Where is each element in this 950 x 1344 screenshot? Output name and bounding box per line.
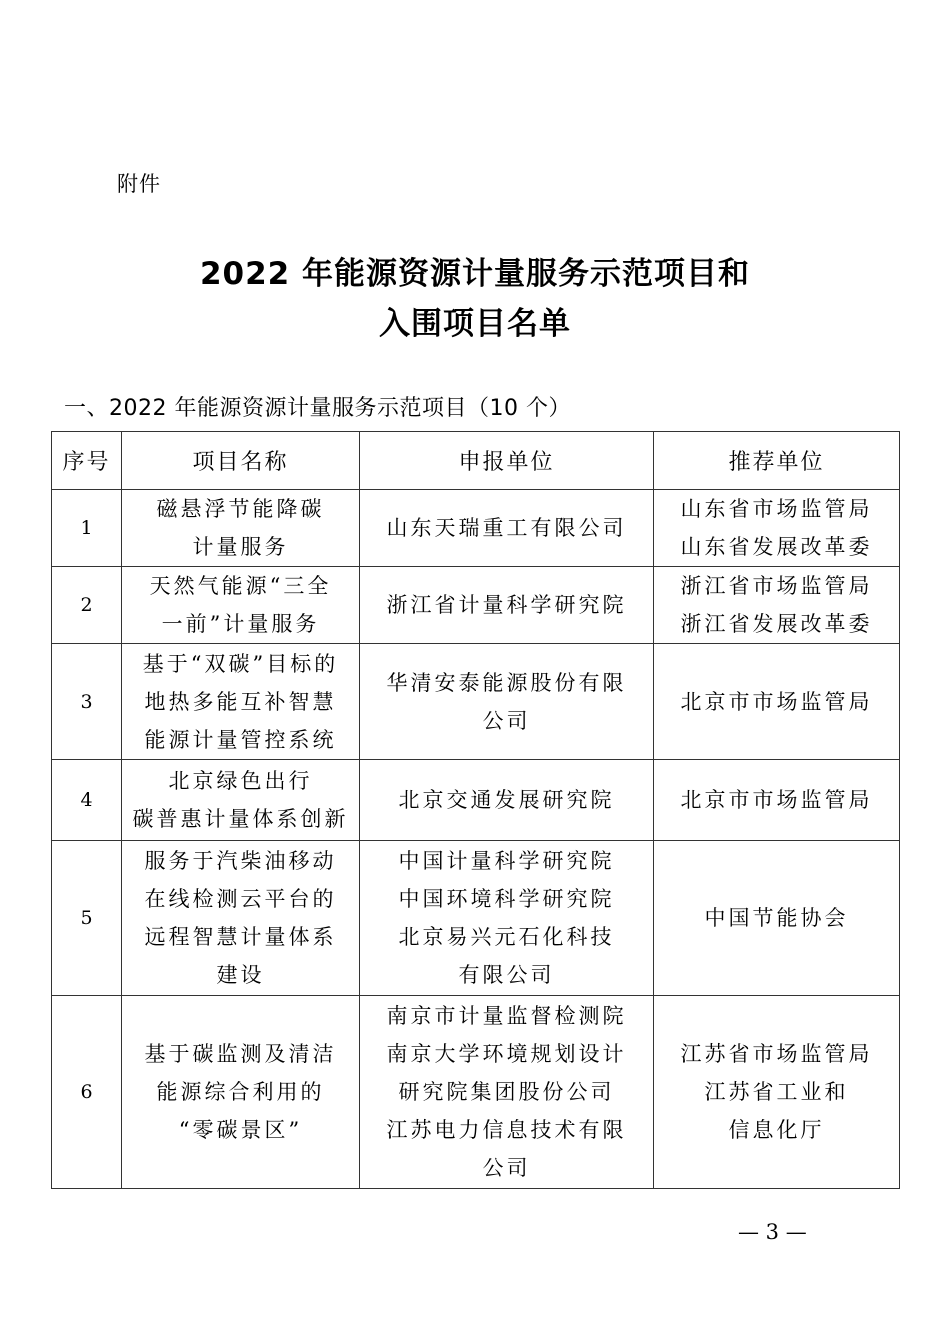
cell-line: 华清安泰能源股份有限 bbox=[386, 670, 627, 695]
cell-line: 山东天瑞重工有限公司 bbox=[386, 516, 627, 540]
project-name-cell bbox=[122, 567, 360, 644]
table-row bbox=[52, 760, 900, 841]
cell-line: 碳普惠计量体系创新 bbox=[132, 807, 349, 831]
attachment-label: 附件 bbox=[117, 172, 161, 196]
cell-line: 信息化厅 bbox=[728, 1118, 825, 1142]
table-header-row bbox=[52, 432, 900, 490]
cell-line: 北京易兴元石化科技 bbox=[398, 925, 615, 949]
applicant-cell bbox=[360, 841, 654, 996]
cell-line: 基于“双碳”目标的 bbox=[142, 651, 339, 676]
project-name-cell bbox=[122, 760, 360, 841]
cell-line: 浙江省发展改革委 bbox=[680, 612, 873, 636]
cell-line: 公司 bbox=[482, 708, 531, 733]
project-name-cell bbox=[122, 490, 360, 567]
cell-line: 中国环境科学研究院 bbox=[398, 887, 615, 911]
cell-line: 浙江省市场监管局 bbox=[680, 574, 873, 598]
cell-line: 研究院集团股份公司 bbox=[398, 1080, 615, 1104]
cell-line: 山东省发展改革委 bbox=[680, 535, 873, 559]
recommender-cell bbox=[654, 567, 900, 644]
cell-line: 能源综合利用的 bbox=[156, 1080, 325, 1104]
row-number: 3 bbox=[52, 644, 122, 760]
cell-line: 中国计量科学研究院 bbox=[398, 849, 615, 873]
cell-line: 计量服务 bbox=[192, 535, 289, 559]
project-name-cell bbox=[122, 644, 360, 760]
cell-line: 一前”计量服务 bbox=[161, 612, 320, 636]
applicant-cell bbox=[360, 760, 654, 841]
cell-line: 北京市市场监管局 bbox=[680, 689, 873, 714]
cell-line: 地热多能互补智慧 bbox=[144, 689, 337, 714]
header-applicant: 申报单位 bbox=[360, 432, 654, 490]
row-number: 2 bbox=[52, 567, 122, 644]
cell-line: 建设 bbox=[216, 963, 265, 987]
table-row bbox=[52, 490, 900, 567]
cell-line: 南京市计量监督检测院 bbox=[386, 1004, 627, 1028]
cell-line: “零碳景区” bbox=[178, 1118, 303, 1142]
recommender-cell bbox=[654, 490, 900, 567]
recommender-cell bbox=[654, 841, 900, 996]
applicant-cell bbox=[360, 996, 654, 1189]
cell-line: 公司 bbox=[482, 1156, 531, 1180]
document-title bbox=[0, 249, 950, 349]
row-number: 5 bbox=[52, 841, 122, 996]
page-number: — 3 — bbox=[738, 1220, 807, 1244]
section-heading: 一、2022 年能源资源计量服务示范项目（10 个） bbox=[64, 396, 571, 421]
cell-line: 北京交通发展研究院 bbox=[398, 788, 615, 812]
project-name-cell bbox=[122, 996, 360, 1189]
row-number: 4 bbox=[52, 760, 122, 841]
cell-line: 远程智慧计量体系 bbox=[144, 925, 337, 949]
cell-line: 基于碳监测及清洁 bbox=[144, 1042, 337, 1066]
cell-line: 北京市市场监管局 bbox=[680, 788, 873, 812]
cell-line: 江苏电力信息技术有限 bbox=[386, 1118, 627, 1142]
applicant-cell bbox=[360, 567, 654, 644]
table-row bbox=[52, 567, 900, 644]
title-line-1: 2022 年能源资源计量服务示范项目和 bbox=[199, 256, 751, 292]
cell-line: 有限公司 bbox=[458, 963, 555, 987]
row-number: 1 bbox=[52, 490, 122, 567]
header-recommender: 推荐单位 bbox=[654, 432, 900, 490]
table-row bbox=[52, 996, 900, 1189]
cell-line: 能源计量管控系统 bbox=[144, 727, 337, 752]
cell-line: 天然气能源“三全 bbox=[149, 574, 332, 598]
cell-line: 南京大学环境规划设计 bbox=[386, 1042, 627, 1066]
cell-line: 北京绿色出行 bbox=[168, 769, 313, 793]
recommender-cell bbox=[654, 996, 900, 1189]
cell-line: 江苏省工业和 bbox=[704, 1080, 849, 1104]
table-row bbox=[52, 841, 900, 996]
cell-line: 江苏省市场监管局 bbox=[680, 1042, 873, 1066]
recommender-cell bbox=[654, 760, 900, 841]
row-number: 6 bbox=[52, 996, 122, 1189]
project-name-cell bbox=[122, 841, 360, 996]
cell-line: 浙江省计量科学研究院 bbox=[386, 593, 627, 617]
cell-line: 山东省市场监管局 bbox=[680, 497, 873, 521]
header-project: 项目名称 bbox=[122, 432, 360, 490]
recommender-cell bbox=[654, 644, 900, 760]
applicant-cell bbox=[360, 490, 654, 567]
cell-line: 在线检测云平台的 bbox=[144, 887, 337, 911]
cell-line: 磁悬浮节能降碳 bbox=[156, 497, 325, 521]
applicant-cell bbox=[360, 644, 654, 760]
project-table bbox=[51, 431, 900, 1189]
cell-line: 服务于汽柴油移动 bbox=[144, 849, 337, 873]
title-line-2: 入围项目名单 bbox=[379, 306, 571, 342]
cell-line: 中国节能协会 bbox=[704, 906, 849, 930]
table-row bbox=[52, 644, 900, 760]
header-no: 序号 bbox=[52, 432, 122, 490]
